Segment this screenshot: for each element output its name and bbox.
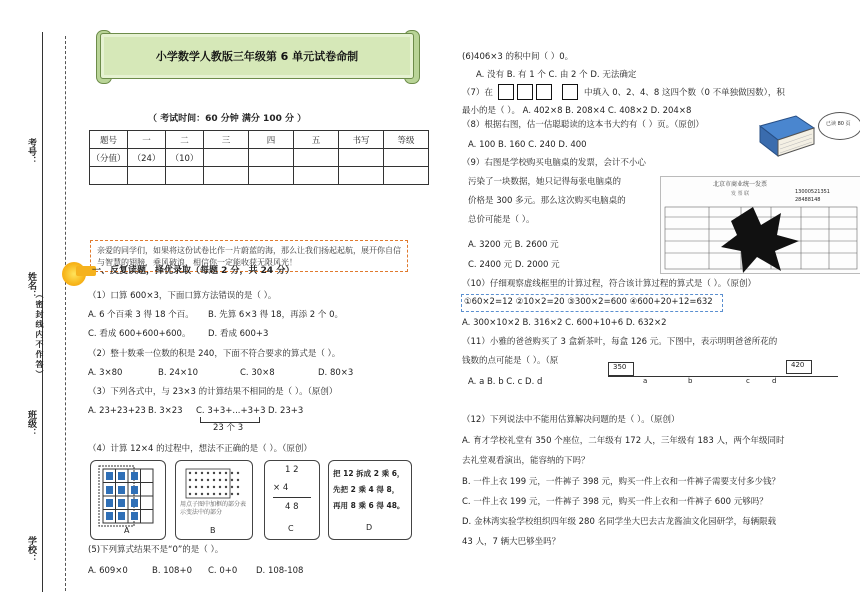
score-table [89, 130, 429, 185]
q4-stem: （4）计算 12×4 的过程中，想法不正确的是（ ）。（原创） [88, 444, 312, 454]
section-1-title: 一、反复读题，择优录取（每题 2 分，共 24 分） [92, 266, 295, 276]
q2-option-c: C. 30×8 [240, 368, 275, 378]
q9-line2: 污染了一块数据，她只记得每张电脑桌的 [468, 177, 622, 187]
score-table-blank-row [90, 167, 429, 185]
score-table-header-row [90, 131, 429, 149]
q8-stem: （8）根据右图，估一估聪聪读的这本书大约有（ ）页。（原创） [462, 120, 704, 130]
blank-box [517, 84, 533, 100]
q2-option-b: B. 24×10 [158, 368, 198, 378]
table-cell: 等级 [384, 131, 429, 149]
table-cell [384, 149, 429, 167]
q5-option-a: A. 609×0 [88, 566, 128, 576]
q4-card-c [264, 460, 320, 540]
label-xuexiao: 学校： [26, 536, 36, 563]
table-cell: （24） [128, 149, 166, 167]
q5-option-c: C. 0+0 [208, 566, 238, 576]
table-cell: 一 [128, 131, 166, 149]
q5-stem: (5)下列算式结果不是“0”的是（ ）。 [88, 545, 224, 555]
q3-option-c: C. 3+3+...+3+3 [196, 406, 266, 416]
q4-card-b [175, 460, 253, 540]
q5-option-b: B. 108+0 [152, 566, 192, 576]
seal-text: （密封线内不作答） [35, 290, 44, 380]
table-cell [339, 167, 384, 185]
table-cell [294, 167, 339, 185]
q4-card-d-line3: 再用 8 乘 6 得 48。 [333, 501, 405, 510]
q5-option-d: D. 108-108 [256, 566, 304, 576]
q1-option-b: B. 先算 6×3 得 18，再添 2 个 0。 [208, 310, 344, 320]
table-cell: 三 [204, 131, 249, 149]
score-table-sub-row [90, 149, 429, 167]
book-illustration [756, 112, 816, 164]
q6-options: A. 没有 B. 有 1 个 C. 由 2 个 D. 无法确定 [476, 70, 637, 80]
q12-option-b: B. 一件上衣 199 元，一件裤子 398 元，购买一件上衣和一件裤子需要支付多少钱？ [462, 477, 780, 487]
numline-point-a: a [643, 377, 648, 385]
q4-card-c-label: C [288, 524, 294, 533]
table-cell: 五 [294, 131, 339, 149]
q12-option-d-line2: 43 人，7 辆大巴够坐吗？ [462, 537, 561, 547]
q4-card-d [328, 460, 412, 540]
q4-card-a-label: A [124, 526, 130, 535]
q4-card-b-caption: 用点子图中加框的部分表示变法中的部分 [180, 501, 247, 516]
q1-stem: （1）口算 600×3，下面口算方法错误的是（ ）。 [88, 291, 277, 301]
q1-option-a: A. 6 个百乘 3 得 18 个百。 [88, 310, 194, 320]
table-cell [249, 167, 294, 185]
q9-line1: （9）右图是学校购买电脑桌的发票，会计不小心 [462, 158, 646, 168]
q7-suffix: 中填入 0、2、4、8 这四个数（0 不单独做因数），积 [584, 88, 785, 98]
table-cell [249, 149, 294, 167]
seal-dash-line [65, 36, 66, 591]
q3-option-d: D. 23+3 [268, 406, 304, 416]
numline-left-label: 350 [613, 363, 627, 371]
q4-card-d-line1: 把 12 拆成 2 乘 6， [333, 469, 405, 478]
page-title: 小学数学人教版三年级第 6 单元试卷命制 [155, 50, 359, 63]
table-cell [166, 167, 204, 185]
label-xingming: 姓名： [26, 272, 36, 299]
q4-card-d-line2: 先把 2 乘 4 得 8， [333, 485, 400, 494]
invoice-grid [661, 177, 860, 273]
q12-option-d-line1: D. 金林湾实验学校组织四年级 280 名同学坐大巴去古龙酱油文化园研学，每辆限载 [462, 517, 777, 527]
q3-stem: （3）下列各式中，与 23×3 的计算结果不相同的是（ ）。（原创） [88, 387, 338, 397]
q10-options: A. 300×10×2 B. 316×2 C. 600+10+6 D. 632×2 [462, 318, 667, 328]
q11-line1: （11）小雅的爸爸购买了 3 盒新茶叶，每盒 126 元。下图中，表示明明爸爸所花的 [462, 337, 778, 347]
table-cell: 题号 [90, 131, 128, 149]
q9-options-1: A. 3200 元 B. 2600 元 [468, 240, 559, 250]
numline-right-label: 420 [791, 361, 805, 369]
blank-box [562, 84, 578, 100]
q4-card-c-line3: 4 8 [285, 502, 299, 512]
q12-option-c: C. 一件上衣 199 元，一件裤子 398 元，购买一件上衣和一件裤子 600 元够吗？ [462, 497, 768, 507]
table-cell: 二 [166, 131, 204, 149]
q10-stem: （10）仔细观察虚线框里的计算过程，符合该计算过程的算式是（ ）。（原创） [462, 279, 757, 289]
notice-box: 亲爱的同学们，如果将这份试卷比作一片蔚蓝的海，那么让我们扬起起航，展开你自信与智慧的翅膀，乘风破浪，相信你一定能收获无限风光！ [90, 240, 408, 272]
table-cell [90, 167, 128, 185]
q4-card-a [90, 460, 166, 540]
q2-stem: （2）整十数乘一位数的积是 240，下面不符合要求的算式是（ ）。 [88, 349, 341, 359]
invoice-number-2: 28488148 [795, 197, 821, 203]
q11-options: A. a B. b C. c D. d [468, 377, 543, 387]
q12-option-a-line1: A. 育才学校礼堂有 350 个座位，二年级有 172 人，三年级有 183 人，两个年级同时 [462, 436, 785, 446]
q3-option-c-note: 23 个 3 [213, 423, 244, 433]
q3-option-a: A. 23+23+23 [88, 406, 146, 416]
table-cell: 四 [249, 131, 294, 149]
table-cell [339, 149, 384, 167]
table-cell [204, 149, 249, 167]
invoice-subtitle: 发 票 联 [731, 191, 750, 197]
q2-option-a: A. 3×80 [88, 368, 123, 378]
q4-card-d-label: D [366, 523, 373, 532]
q12-stem: （12）下列说法中不能用估算解决问题的是（ ）。（原创） [462, 415, 680, 425]
q7-prefix: （7）在 [462, 88, 493, 98]
q12-option-a-line2: 去礼堂观看演出，能容纳的下吗？ [462, 456, 590, 466]
q7-line2: 最小的是（ ）。 A. 402×8 B. 208×4 C. 408×2 D. 204×8 [462, 106, 692, 116]
q4-card-c-line2: × 4 [273, 483, 289, 493]
q1-option-c: C. 看成 600+600+600。 [88, 329, 191, 339]
table-cell: 书写 [339, 131, 384, 149]
q4-card-c-line1: 1 2 [285, 465, 299, 475]
table-cell: （分值） [90, 149, 128, 167]
q2-option-d: D. 80×3 [318, 368, 354, 378]
blank-box [498, 84, 514, 100]
invoice-image [660, 176, 860, 274]
label-kaohao: 考号： [26, 138, 36, 165]
q9-line4: 总价可能是（ ）。 [468, 215, 535, 225]
invoice-title: 北京市商业统一发票 [713, 181, 768, 188]
numline-point-d: d [772, 377, 777, 385]
q9-line3: 价格是 300 多元。那么这次购买电脑桌的 [468, 196, 626, 206]
table-cell [128, 167, 166, 185]
title-banner [100, 33, 414, 79]
table-cell [384, 167, 429, 185]
blank-box [536, 84, 552, 100]
q4-card-b-label: B [210, 526, 216, 535]
numline-point-c: c [746, 377, 750, 385]
table-cell [294, 149, 339, 167]
q11-line2: 钱数的点可能是（ ）。（原 [462, 356, 559, 366]
label-banji: 班级： [26, 410, 36, 437]
q10-calc: ①60×2=12 ②10×2=20 ③300×2=600 ④600+20+12=632 [464, 297, 713, 307]
table-cell [204, 167, 249, 185]
speech-bubble-text: 已读 80 页 [826, 121, 851, 127]
q9-options-2: C. 2400 元 D. 2000 元 [468, 260, 560, 270]
q1-option-d: D. 看成 600+3 [208, 329, 269, 339]
q3-option-b: B. 3×23 [148, 406, 183, 416]
numline-point-b: b [688, 377, 693, 385]
q7-blank-boxes [498, 84, 581, 100]
table-cell: （10） [166, 149, 204, 167]
q8-options: A. 100 B. 160 C. 240 D. 400 [468, 140, 587, 150]
exam-info: （ 考试时间：60 分钟 满分 100 分 ） [148, 114, 307, 124]
q6-stem: (6)406×3 的积中间（ ）0。 [462, 52, 574, 62]
invoice-number-1: 13000521351 [795, 189, 830, 195]
q4-card-c-rule [273, 497, 311, 498]
